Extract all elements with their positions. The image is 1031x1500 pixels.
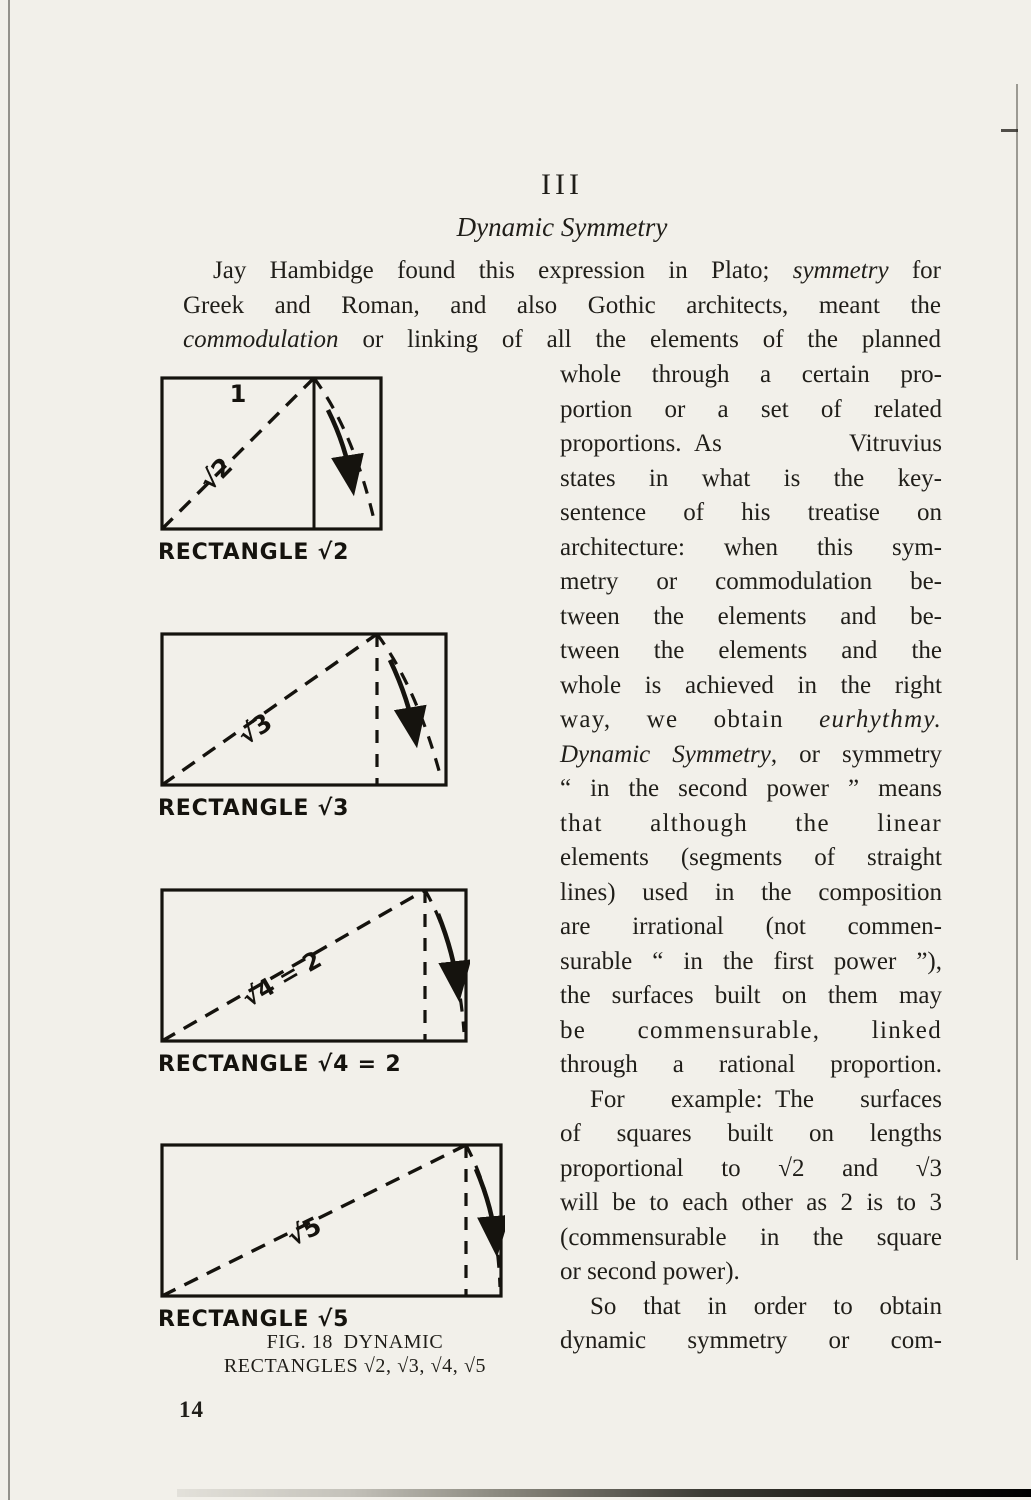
text-line: lines) used in the composition — [560, 878, 942, 906]
text-line: For example: The surfaces — [590, 1085, 942, 1113]
unit-side-label: 1 — [229, 380, 247, 408]
text-line: states in what is the key- — [560, 464, 942, 492]
scan-edge-tick-mark — [1001, 129, 1018, 132]
text-line: or second power). — [560, 1258, 740, 1285]
text-line: architecture: when this sym- — [560, 533, 942, 561]
rectangle-outline — [162, 1145, 501, 1296]
text-line: the surfaces built on them may — [560, 982, 942, 1009]
swing-arc-dashed — [466, 1145, 500, 1287]
body-text-column — [560, 358, 942, 1359]
text-line: Greek and Roman, and also Gothic architects, meant the — [183, 291, 941, 319]
figure-rectangle-root5 — [158, 1141, 505, 1332]
root4-rectangle-diagram — [158, 886, 470, 1048]
scan-left-edge-line — [8, 0, 10, 1500]
diagonal-length-label: √4 = 2 — [237, 945, 327, 1013]
figure-rectangle-root3 — [158, 630, 450, 821]
text-line: commodulation or linking of all the elements of the planned — [183, 326, 941, 353]
scan-bottom-shadow-bar — [177, 1489, 1031, 1497]
figure-rectangle-root4 — [158, 886, 470, 1077]
text-line: through a rational proportion. — [560, 1051, 942, 1078]
page-number: 14 — [179, 1397, 204, 1422]
text-line: be commensurable, linked — [560, 1016, 942, 1044]
text-line: Dynamic Symmetry, or symmetry — [560, 740, 942, 768]
text-line: will be to each other as 2 is to 3 — [560, 1189, 942, 1216]
rectangle-outline — [162, 634, 446, 785]
rectangle-outline — [162, 378, 381, 529]
text-line: of squares built on lengths — [560, 1120, 942, 1147]
text-line: dynamic symmetry or com- — [560, 1327, 942, 1354]
figure-label: RECTANGLE √4 = 2 — [158, 1052, 402, 1077]
text-line: proportional to √2 and √3 — [560, 1154, 942, 1182]
diagonal-length-label: √2 — [193, 451, 239, 497]
scan-right-edge-line — [1016, 84, 1018, 1260]
text-line: whole through a certain pro- — [560, 361, 942, 388]
figure-rectangle-root2 — [158, 374, 390, 565]
text-line: (commensurable in the square — [560, 1223, 942, 1251]
text-line: “ in the second power ” means — [560, 775, 942, 802]
diagonal-length-label: √3 — [232, 707, 278, 751]
chapter-number-heading: III — [541, 168, 583, 201]
rotation-arrow — [476, 1169, 496, 1245]
text-line: are irrational (not commen- — [560, 913, 942, 940]
root5-rectangle-diagram — [158, 1141, 505, 1303]
figure-caption — [148, 1330, 562, 1378]
figure-caption-line2: RECTANGLES √2, √3, √4, √5 — [223, 1355, 487, 1377]
text-line: that although the linear — [560, 809, 942, 837]
text-line: proportions. As Vitruvius — [560, 430, 942, 457]
diagonal-dashed-line — [162, 634, 377, 785]
text-line: tween the elements and the — [560, 637, 942, 664]
text-line: sentence of his treatise on — [560, 499, 942, 526]
text-line: way, we obtain eurhythmy. — [560, 706, 942, 733]
rotation-arrow — [390, 660, 415, 736]
text-line: tween the elements and be- — [560, 602, 942, 630]
figure-caption-line1: FIG. 18 DYNAMIC — [266, 1331, 444, 1353]
text-line: whole is achieved in the right — [560, 671, 942, 699]
text-line: elements (segments of straight — [560, 844, 942, 871]
text-line: surable “ in the first power ”), — [560, 947, 942, 975]
root3-rectangle-diagram — [158, 630, 450, 792]
intro-paragraph — [183, 254, 941, 358]
figure-label: RECTANGLE √2 — [158, 540, 350, 565]
text-line: portion or a set of related — [560, 395, 942, 423]
text-line: Jay Hambidge found this expression in Plato; symmetry for — [213, 257, 941, 284]
swing-arc-dashed — [425, 890, 464, 1032]
text-line: So that in order to obtain — [590, 1292, 942, 1320]
rotation-arrow — [438, 914, 458, 990]
chapter-title: Dynamic Symmetry — [456, 212, 668, 242]
text-line: metry or commodulation be- — [560, 568, 942, 595]
root2-rectangle-diagram — [158, 374, 390, 536]
figure-label: RECTANGLE √3 — [158, 796, 350, 821]
diagonal-length-label: √5 — [282, 1210, 326, 1252]
figure-label: RECTANGLE √5 — [158, 1307, 350, 1332]
